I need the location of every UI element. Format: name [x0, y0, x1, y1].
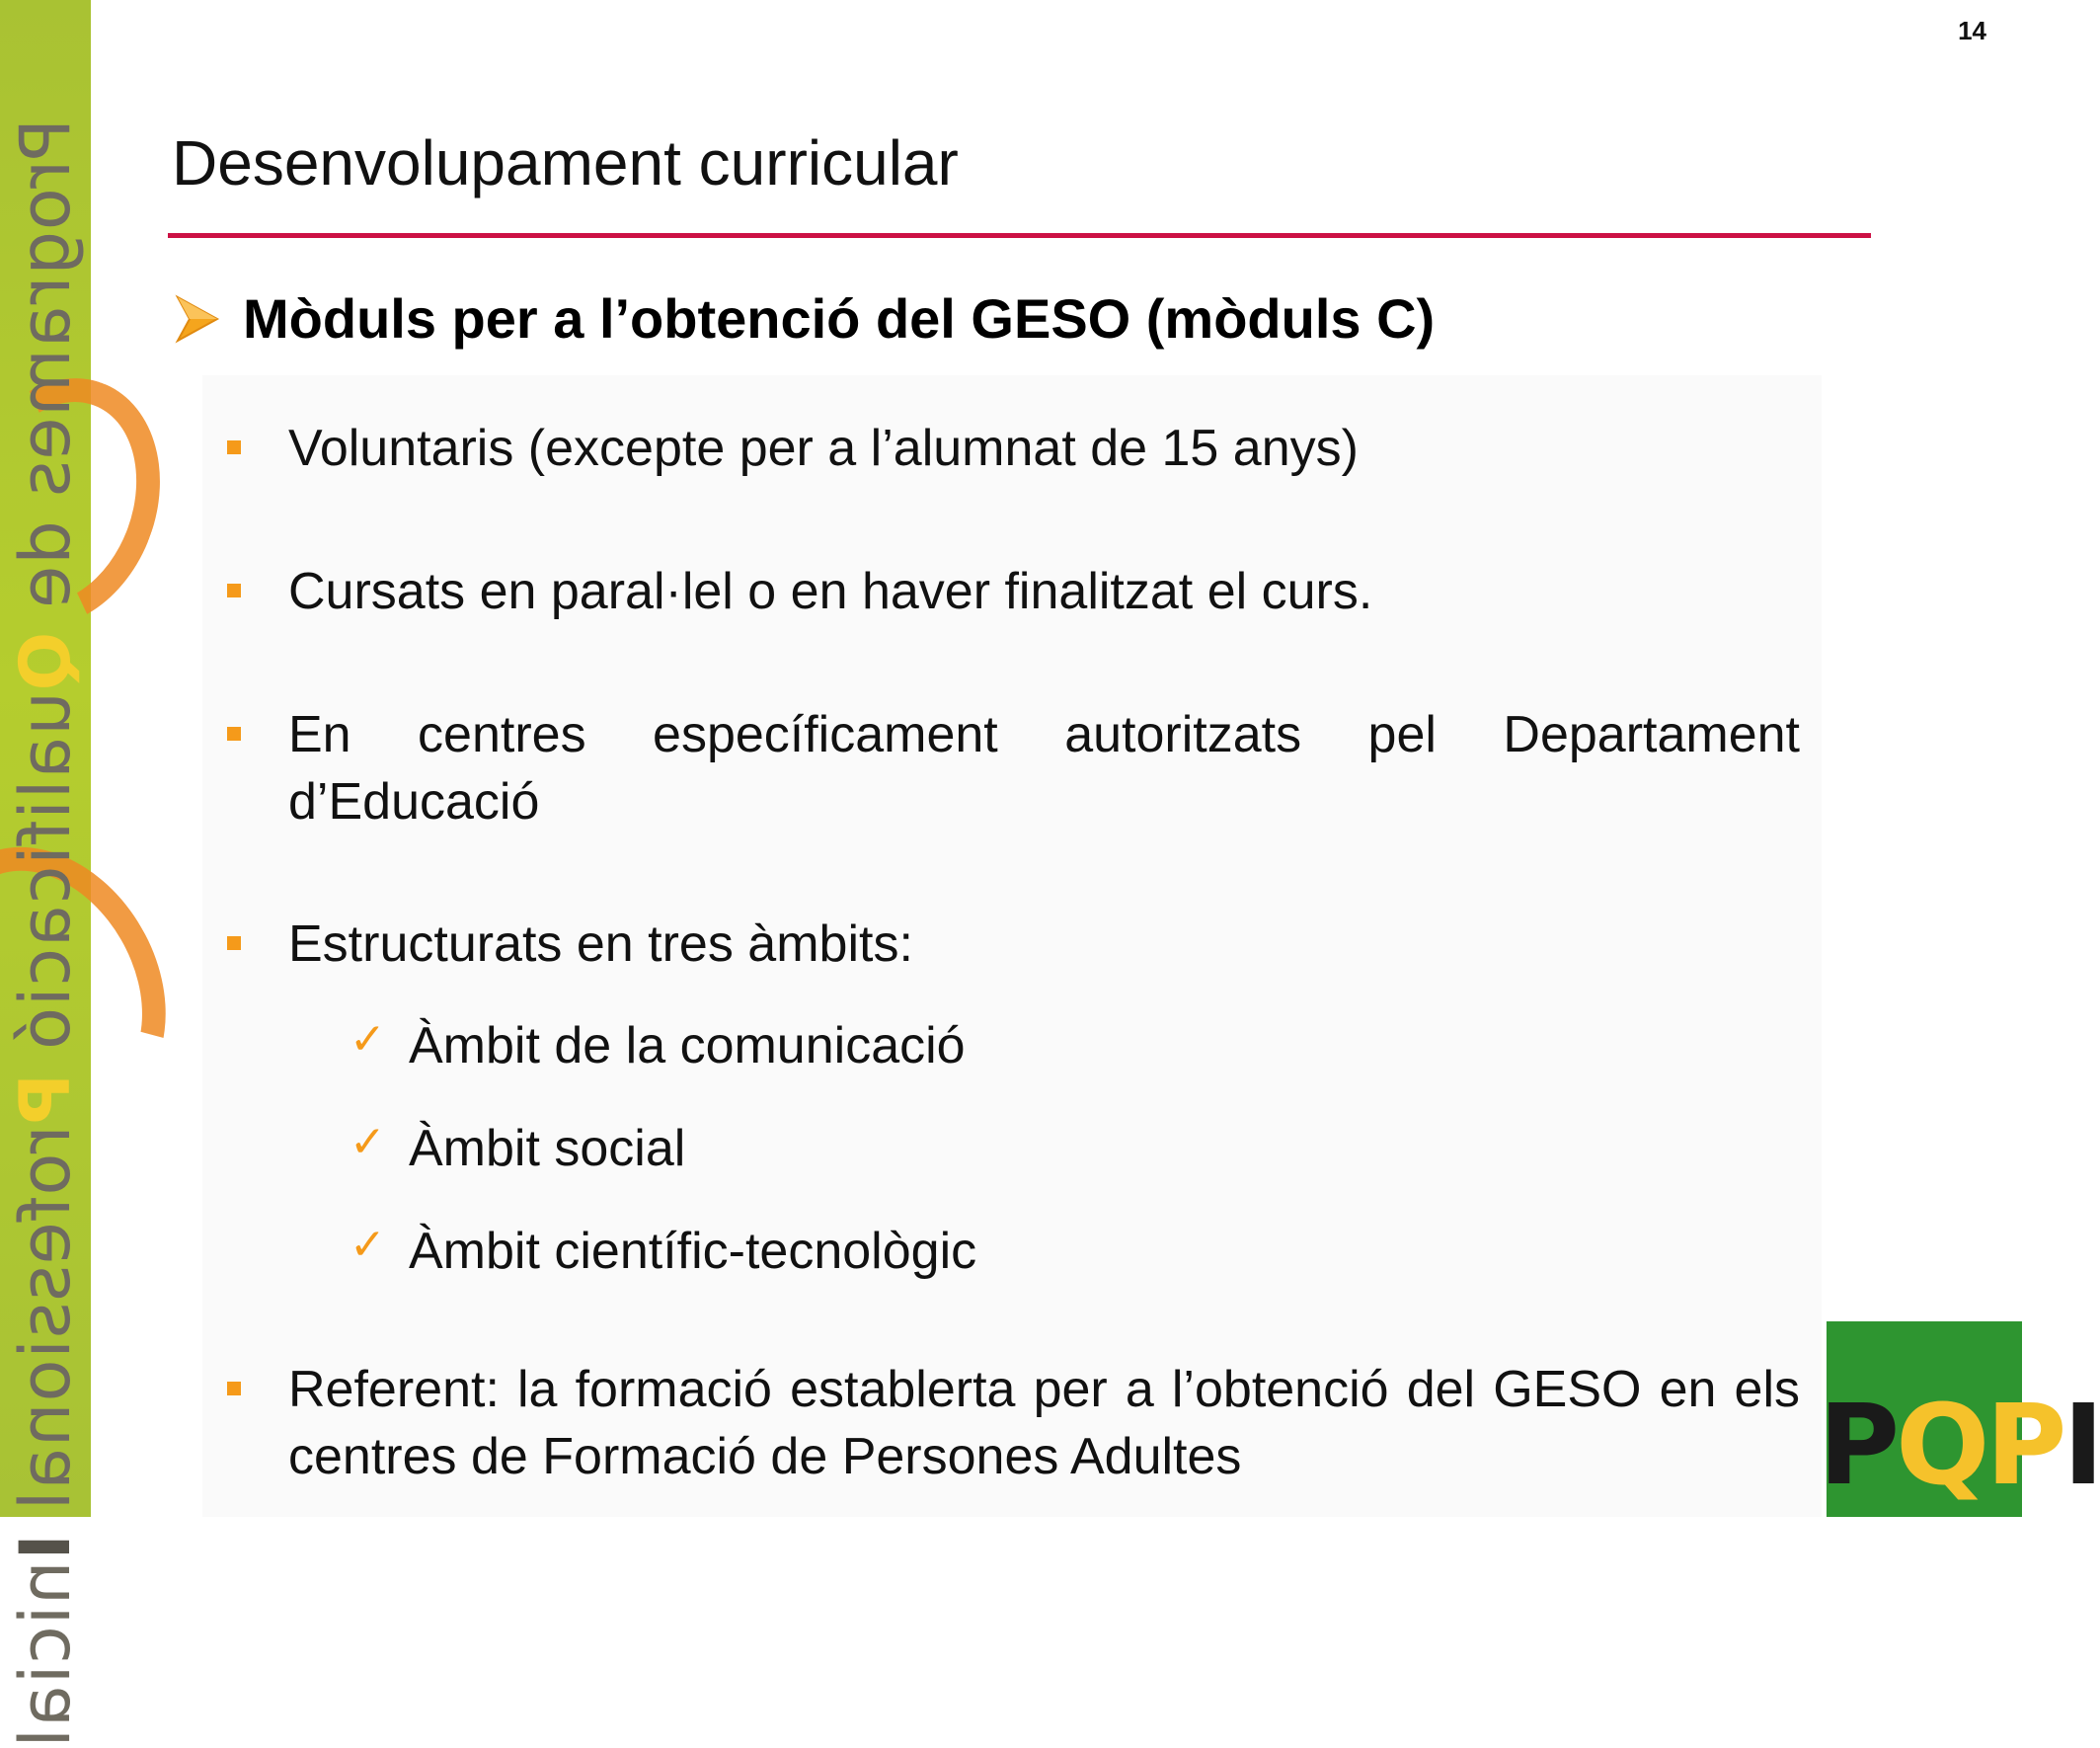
- bullet-list: [225, 415, 1800, 1490]
- list-item: [225, 1356, 1800, 1490]
- list-item-text: Estructurats en tres àmbits:: [288, 915, 913, 973]
- pqpi-logo: [1819, 1321, 2100, 1517]
- square-bullet-icon: [227, 727, 241, 741]
- sub-list: [288, 1012, 1800, 1285]
- section-heading: [174, 286, 1435, 351]
- list-item: [225, 911, 1800, 1285]
- list-item: [225, 701, 1800, 835]
- sub-list-item-text: Àmbit científic-tecnològic: [409, 1223, 977, 1280]
- page-number: 14: [1958, 16, 1986, 45]
- checkmark-icon: ✓: [350, 1220, 386, 1270]
- sub-list-item: [288, 1218, 1800, 1285]
- pqpi-logo-text: PQPI: [1819, 1382, 2100, 1510]
- slide-title: Desenvolupament curricular: [172, 127, 959, 199]
- title-divider: [168, 233, 1871, 238]
- square-bullet-icon: [227, 936, 241, 950]
- list-item-text: Referent: la formació establerta per a l’obtenció del GESO en els centres de Formació de Persones Adultes: [288, 1361, 1800, 1485]
- square-bullet-icon: [227, 440, 241, 454]
- sub-list-item-text: Àmbit social: [409, 1120, 686, 1177]
- side-band-title: Programes de Qualificació Professional Inicial: [5, 119, 86, 1748]
- square-bullet-icon: [227, 584, 241, 597]
- list-item-text: Cursats en paral·lel o en haver finalitzat el curs.: [288, 563, 1373, 620]
- checkmark-icon: ✓: [350, 1014, 386, 1065]
- sub-list-item: [288, 1115, 1800, 1182]
- sub-list-item: [288, 1012, 1800, 1079]
- list-item-text: En centres específicament autoritzats pel Departament d’Educació: [288, 706, 1800, 831]
- sub-list-item-text: Àmbit de la comunicació: [409, 1017, 966, 1074]
- section-heading-text: Mòduls per a l’obtenció del GESO (mòduls C): [243, 287, 1436, 350]
- side-decorative-band: [0, 0, 91, 1748]
- list-item: [225, 415, 1800, 482]
- checkmark-icon: ✓: [350, 1117, 386, 1167]
- list-item-text: Voluntaris (excepte per a l’alumnat de 15 anys): [288, 420, 1359, 477]
- arrow-bullet-icon: [174, 291, 221, 347]
- square-bullet-icon: [227, 1382, 241, 1395]
- list-item: [225, 558, 1800, 625]
